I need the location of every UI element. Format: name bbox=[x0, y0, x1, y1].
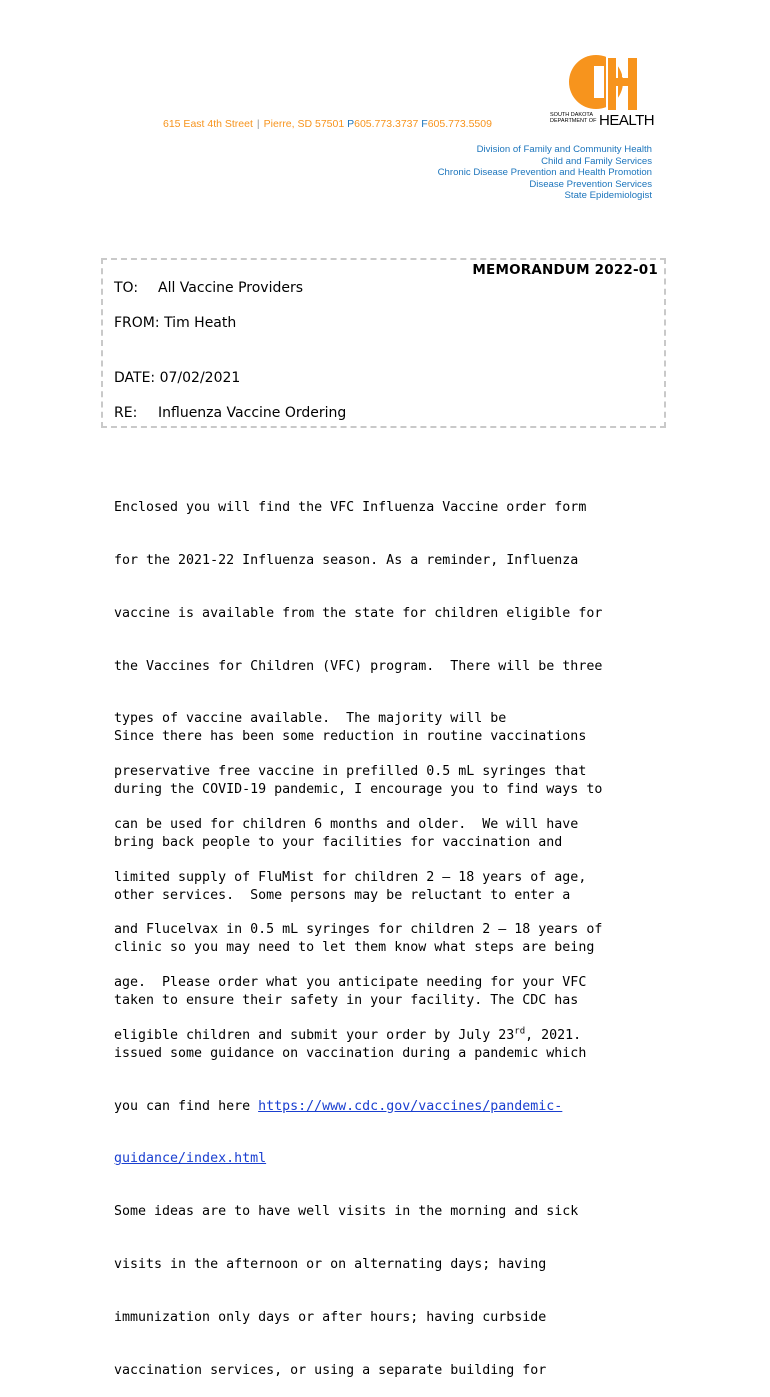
text-line: visits in the afternoon or on alternating days; having bbox=[114, 1257, 547, 1272]
from-value: Tim Heath bbox=[164, 315, 237, 331]
text-line: Enclosed you will find the VFC Influenza Vaccine order form bbox=[114, 500, 587, 516]
division-item: Child and Family Services bbox=[541, 155, 652, 167]
cdc-guidance-link-cont[interactable]: guidance/index.html bbox=[114, 1151, 267, 1167]
text-fragment: you can find here bbox=[114, 1098, 259, 1114]
phone-number: 605.773.3737 bbox=[354, 118, 419, 130]
fax-label: F bbox=[421, 118, 428, 130]
text-line: Some ideas are to have well visits in the morning and sick bbox=[114, 1204, 579, 1220]
text-line: for the 2021-22 Influenza season. As a reminder, Influenza bbox=[114, 552, 579, 568]
to-value: All Vaccine Providers bbox=[158, 280, 304, 296]
logo-department-text: DEPARTMENT OF bbox=[550, 118, 597, 124]
re-label: RE: bbox=[114, 405, 138, 421]
street-address: 615 East 4th Street bbox=[163, 118, 253, 130]
cdc-guidance-link[interactable]: https://www.cdc.gov/vaccines/pandemic- bbox=[258, 1098, 563, 1114]
body-paragraph-2 bbox=[114, 693, 674, 1397]
fax-number: 605.773.5509 bbox=[427, 118, 492, 130]
division-item: Division of Family and Community Health bbox=[476, 144, 652, 155]
text-line: vaccination services, or using a separate building for bbox=[114, 1362, 547, 1378]
memo-title: MEMORANDUM 2022-01 bbox=[472, 262, 658, 278]
memo-date-line bbox=[114, 370, 240, 386]
text-line: preservative free vaccine in prefilled 0.5 mL syringes that bbox=[114, 764, 587, 780]
text-fragment: , 2021. bbox=[525, 1028, 582, 1043]
memo-to-line bbox=[114, 280, 303, 296]
division-item: Disease Prevention Services bbox=[529, 178, 652, 190]
text-line: limited supply of FluMist for children 2 – 18 years of age, bbox=[114, 869, 587, 885]
text-line bbox=[114, 1098, 674, 1116]
text-line: issued some guidance on vaccination during a pandemic which bbox=[114, 1045, 587, 1061]
divisions-list bbox=[438, 144, 652, 202]
division-item: Chronic Disease Prevention and Health Promotion bbox=[437, 167, 652, 179]
text-line: and Flucelvax in 0.5 mL syringes for children 2 – 18 years of bbox=[114, 922, 603, 938]
sd-health-logo bbox=[550, 52, 654, 132]
phone-label: P bbox=[347, 118, 355, 130]
logo-state-text: SOUTH DAKOTA bbox=[550, 112, 593, 118]
text-fragment: eligible children and submit your order by July 23 bbox=[114, 1028, 515, 1043]
superscript: rd bbox=[514, 1026, 526, 1037]
memo-from-line bbox=[114, 315, 236, 331]
text-line: the Vaccines for Children (VFC) program. There will be three bbox=[114, 658, 603, 674]
text-line: bring back people to your facilities for vaccination and bbox=[114, 834, 563, 850]
text-line: during the COVID-19 pandemic, I encourage you to find ways to bbox=[114, 781, 603, 797]
text-line: immunization only days or after hours; having curbside bbox=[114, 1309, 547, 1325]
city-state-zip: Pierre, SD 57501 bbox=[263, 118, 345, 130]
from-label: FROM: bbox=[114, 315, 160, 331]
text-line: can be used for children 6 months and older. We will have bbox=[114, 816, 579, 832]
to-label: TO: bbox=[114, 280, 139, 296]
text-line: other services. Some persons may be reluctant to enter a bbox=[114, 887, 571, 903]
text-line bbox=[114, 1150, 674, 1168]
text-line: age. Please order what you anticipate needing for your VFC bbox=[114, 975, 587, 991]
division-item: State Epidemiologist bbox=[564, 190, 652, 202]
memo-re-line bbox=[114, 405, 346, 421]
letterhead-address: 615 East 4th Street | Pierre, SD 57501 P605.773.3737 F605.773.5509 bbox=[163, 118, 492, 130]
text-line: vaccine is available from the state for children eligible for bbox=[114, 605, 603, 621]
date-value: 07/02/2021 bbox=[159, 370, 241, 386]
re-value: Influenza Vaccine Ordering bbox=[158, 405, 347, 421]
text-line: types of vaccine available. The majority will be bbox=[114, 711, 507, 727]
text-line: taken to ensure their safety in your facility. The CDC has bbox=[114, 993, 579, 1009]
date-label: DATE: bbox=[114, 370, 156, 386]
text-line: Since there has been some reduction in routine vaccinations bbox=[114, 729, 587, 745]
logo-health-word: HEALTH bbox=[599, 112, 655, 129]
text-line: clinic so you may need to let them know what steps are being bbox=[114, 940, 595, 956]
